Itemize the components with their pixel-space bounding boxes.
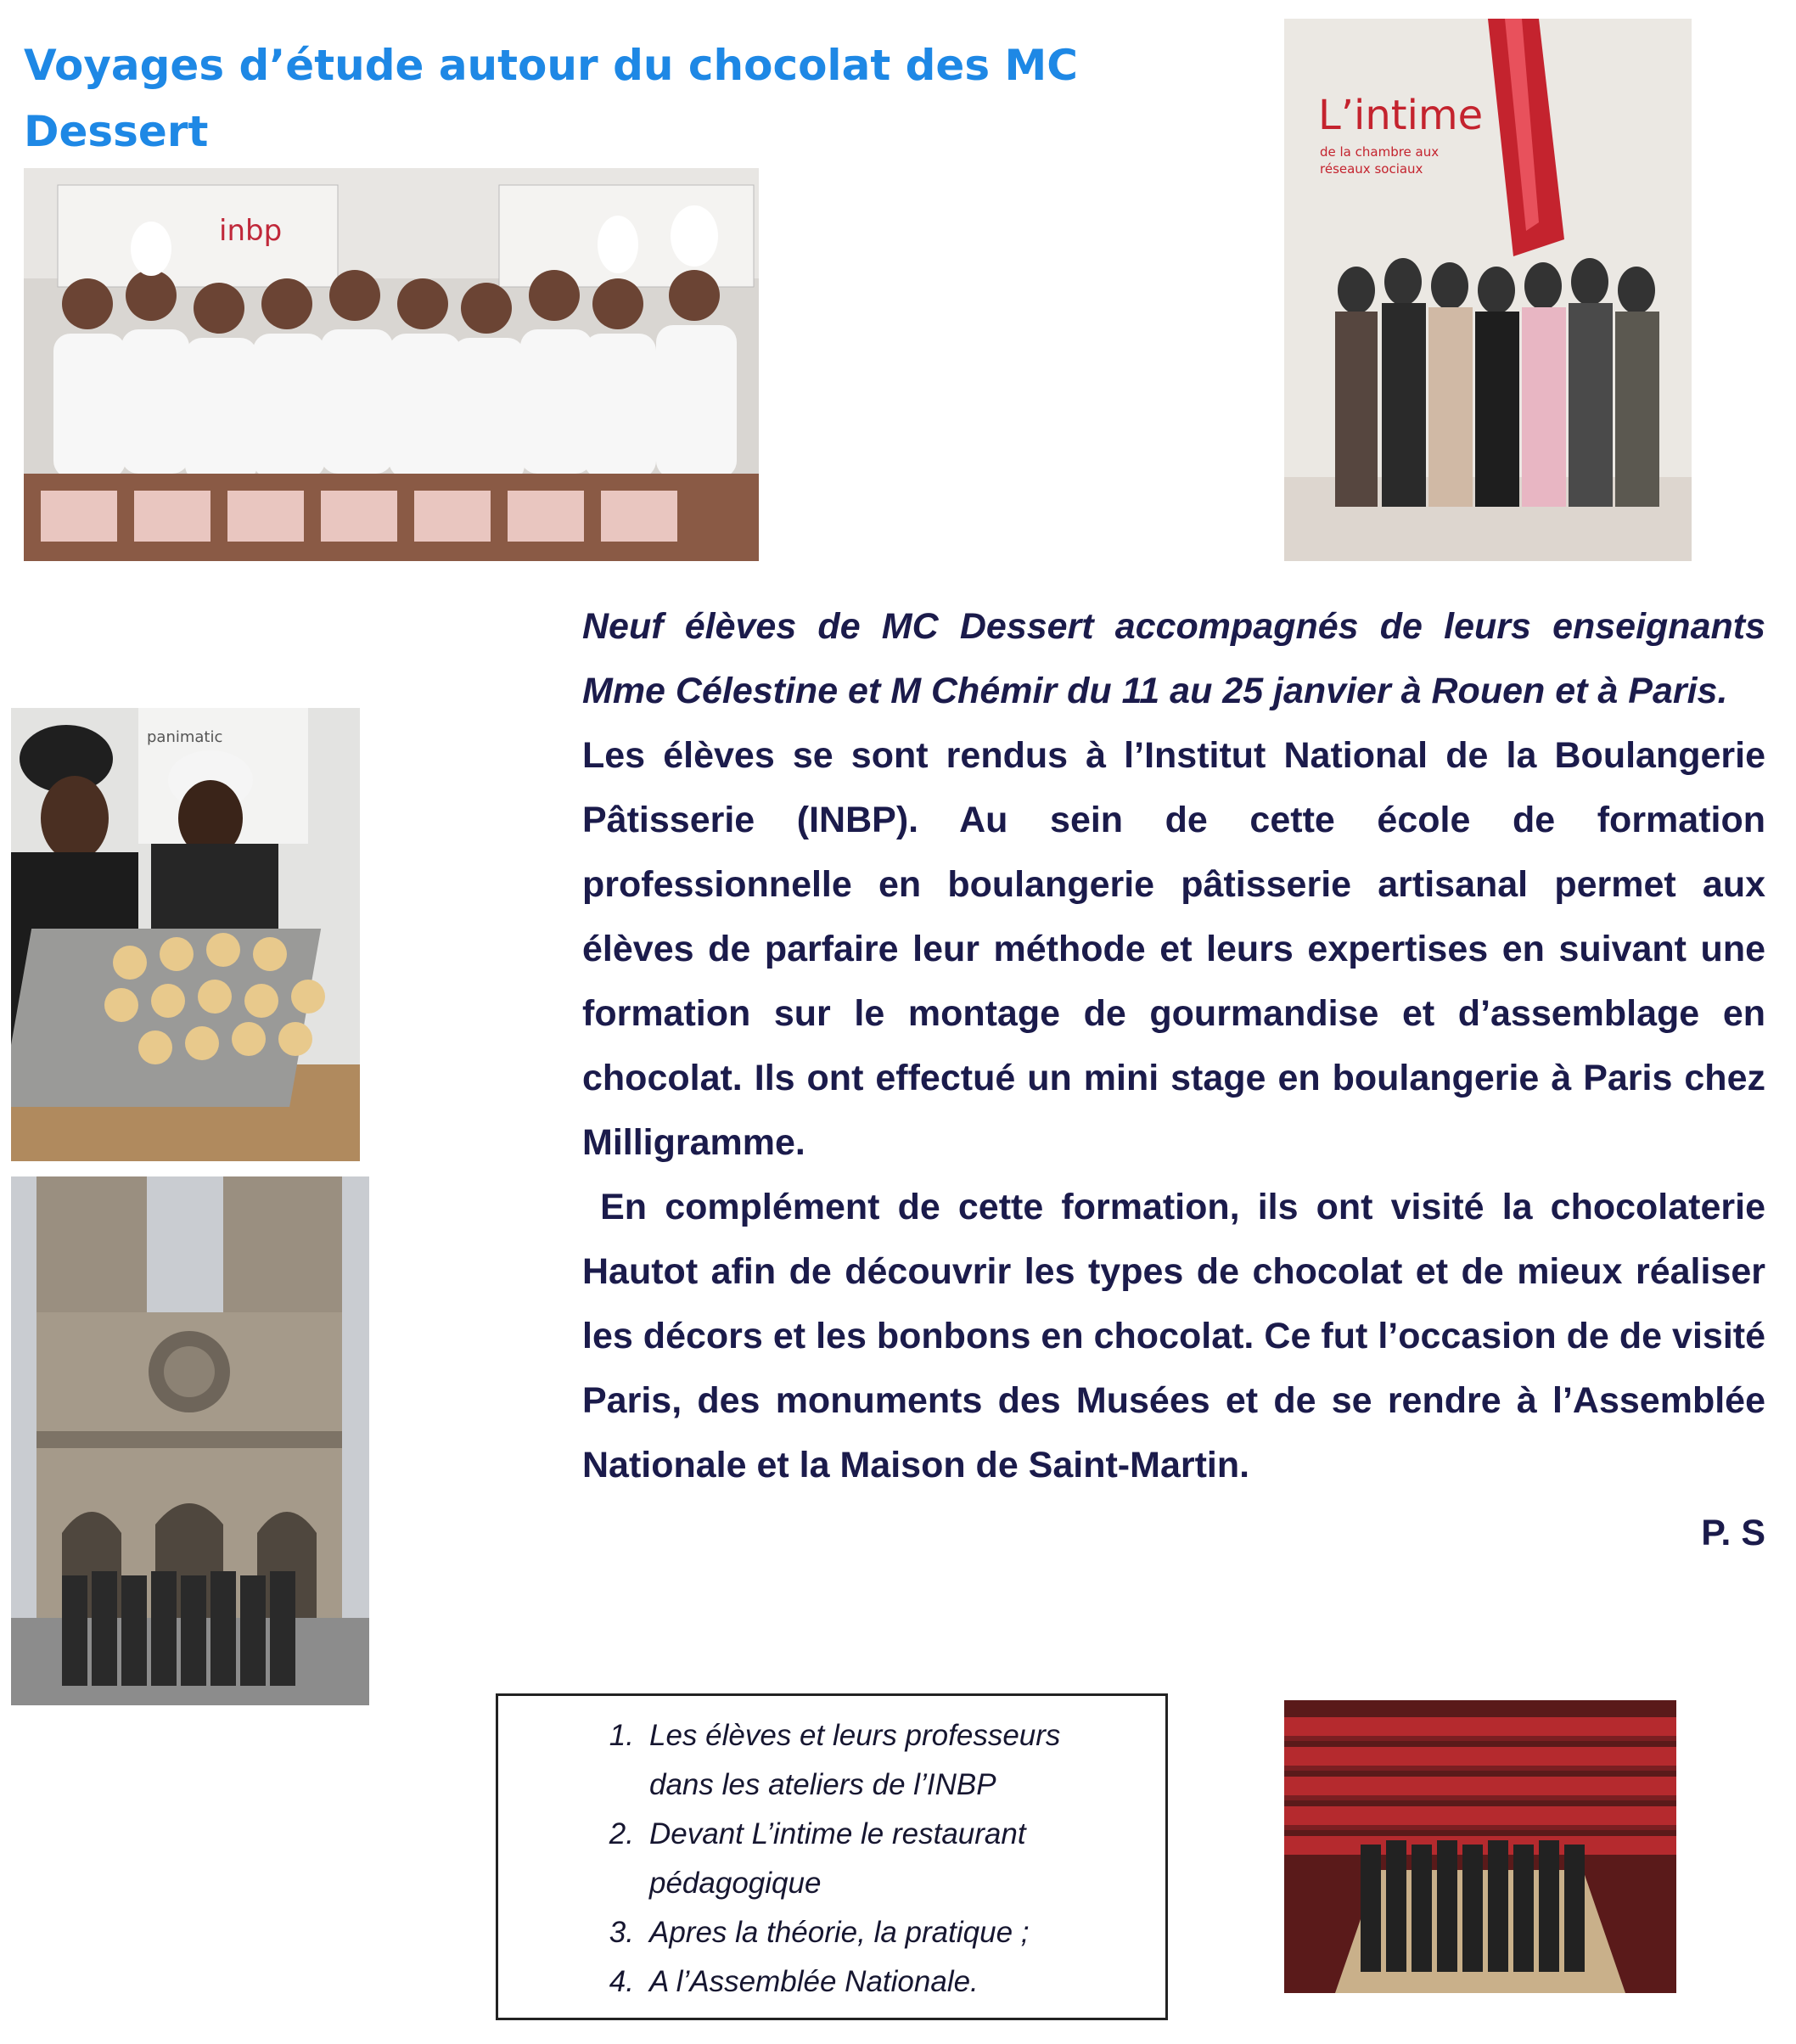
- caption-text: Devant L’intime le restaurant pédagogique: [649, 1817, 1026, 1900]
- photo-inbp-workshop: [24, 168, 759, 561]
- caption-item: [498, 1810, 1165, 1908]
- caption-list: [498, 1696, 1165, 2007]
- photo-assemblee-nationale: [1284, 1700, 1676, 1993]
- intime-sign-sub1: de la chambre aux: [1320, 144, 1440, 160]
- intime-sign-sub2: réseaux sociaux: [1320, 161, 1423, 177]
- photo-intime-restaurant: [1284, 19, 1692, 561]
- photo-kitchen-practice: [11, 708, 360, 1161]
- article-title: Voyages d’étude autour du chocolat des MC Dessert: [24, 41, 1078, 156]
- intime-sign-title: L’intime: [1318, 92, 1484, 139]
- inbp-sign: inbp: [219, 214, 283, 248]
- article-paragraph-2: En complément de cette formation, ils ont visité la chocolaterie Hautot afin de découvrir les types de chocolat et de mieux réaliser les décors et les bonbons en chocolat. Ce fut l’occasion de de visité Paris, des monuments des Musées et de se rendre à l’Assemblée Nationale et la Maison de Saint-Martin.: [582, 1187, 1776, 1485]
- caption-number: 2.: [609, 1817, 634, 1850]
- caption-text: A l’Assemblée Nationale.: [649, 1965, 979, 1998]
- article-signature: P. S: [1701, 1513, 1765, 1553]
- caption-number: 4.: [609, 1965, 634, 1998]
- panimatic-sign: panimatic: [147, 728, 223, 746]
- article-lead: Neuf élèves de MC Dessert accompagnés de leurs enseignants Mme Célestine et M Chémir du 11 au 25 janvier à Rouen et à Paris.: [582, 606, 1765, 711]
- photo-captions-box: [496, 1693, 1168, 2020]
- caption-text: Les élèves et leurs professeurs dans les ateliers de l’INBP: [649, 1719, 1061, 1801]
- caption-number: 1.: [609, 1719, 634, 1752]
- caption-number: 3.: [609, 1916, 634, 1949]
- caption-item: [498, 1711, 1165, 1810]
- photo-notre-dame: [11, 1176, 369, 1705]
- caption-text: Apres la théorie, la pratique ;: [649, 1916, 1030, 1949]
- caption-item: [498, 1908, 1165, 1957]
- article-paragraph-1: Les élèves se sont rendus à l’Institut National de la Boulangerie Pâtisserie (INBP). Au sein de cette école de formation professionnelle en boulangerie pâtisserie artisanal permet aux élèves de parfaire leur méthode et leurs expertises en suivant une formation sur le montage de gourmandise et d’assemblage en chocolat. Ils ont effectué un mini stage en boulangerie à Paris chez Milligramme.: [582, 735, 1765, 1163]
- caption-item: [498, 1957, 1165, 2007]
- article-body: [582, 594, 1776, 1565]
